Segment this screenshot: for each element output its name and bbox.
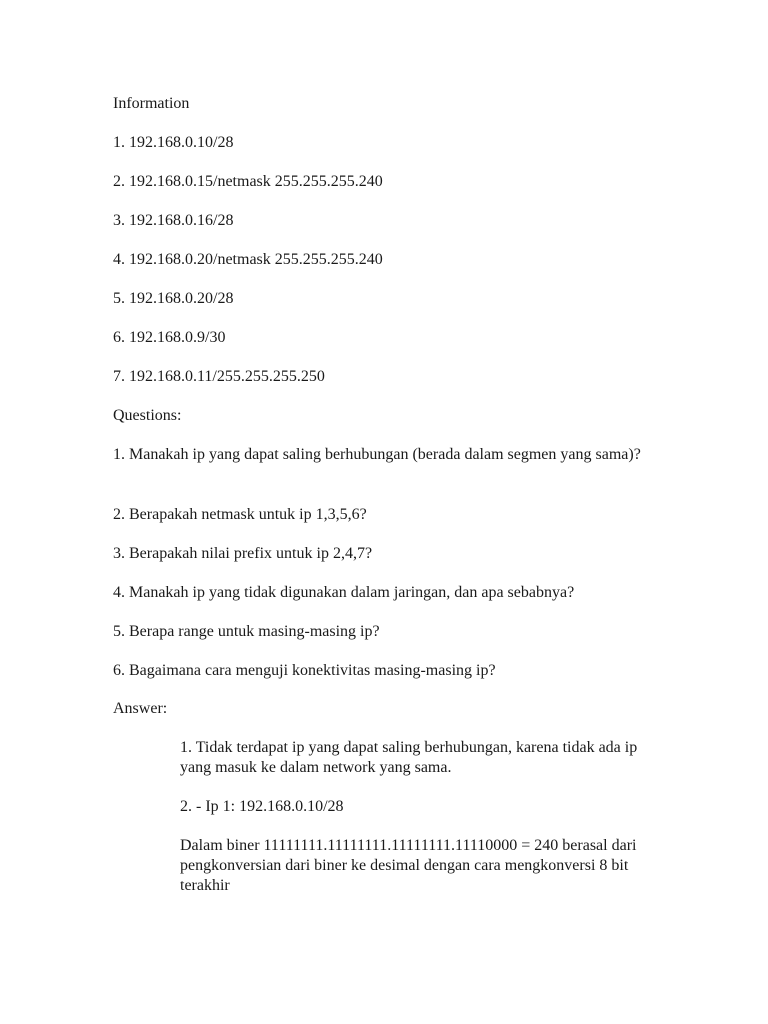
question-item-1: 1. Manakah ip yang dapat saling berhubungan (berada dalam segmen yang sama)?	[113, 446, 641, 463]
answer-item-3: Dalam biner 11111111.11111111.11111111.11110000 = 240 berasal dari pengkonversian dari biner ke desimal dengan cara mengkonversi 8 bit terakhir	[180, 837, 637, 894]
answer-item-2: 2. - Ip 1: 192.168.0.10/28	[180, 798, 344, 815]
information-item-7: 7. 192.168.0.11/255.255.255.250	[113, 368, 325, 385]
question-item-2: 2. Berapakah netmask untuk ip 1,3,5,6?	[113, 506, 367, 523]
information-heading: Information	[113, 95, 190, 112]
information-item-4: 4. 192.168.0.20/netmask 255.255.255.240	[113, 251, 383, 268]
answer-item-1: 1. Tidak terdapat ip yang dapat saling berhubungan, karena tidak ada ip yang masuk ke dalam network yang sama.	[180, 739, 638, 776]
information-item-5: 5. 192.168.0.20/28	[113, 290, 234, 307]
question-item-3: 3. Berapakah nilai prefix untuk ip 2,4,7?	[113, 545, 373, 562]
information-item-2: 2. 192.168.0.15/netmask 255.255.255.240	[113, 173, 383, 190]
questions-heading: Questions:	[113, 407, 182, 424]
information-item-1: 1. 192.168.0.10/28	[113, 134, 234, 151]
question-item-4: 4. Manakah ip yang tidak digunakan dalam jaringan, dan apa sebabnya?	[113, 584, 575, 601]
question-item-6: 6. Bagaimana cara menguji konektivitas masing-masing ip?	[113, 662, 496, 679]
information-item-3: 3. 192.168.0.16/28	[113, 212, 234, 229]
answer-heading: Answer:	[113, 700, 168, 717]
question-item-5: 5. Berapa range untuk masing-masing ip?	[113, 623, 380, 640]
information-item-6: 6. 192.168.0.9/30	[113, 329, 226, 346]
